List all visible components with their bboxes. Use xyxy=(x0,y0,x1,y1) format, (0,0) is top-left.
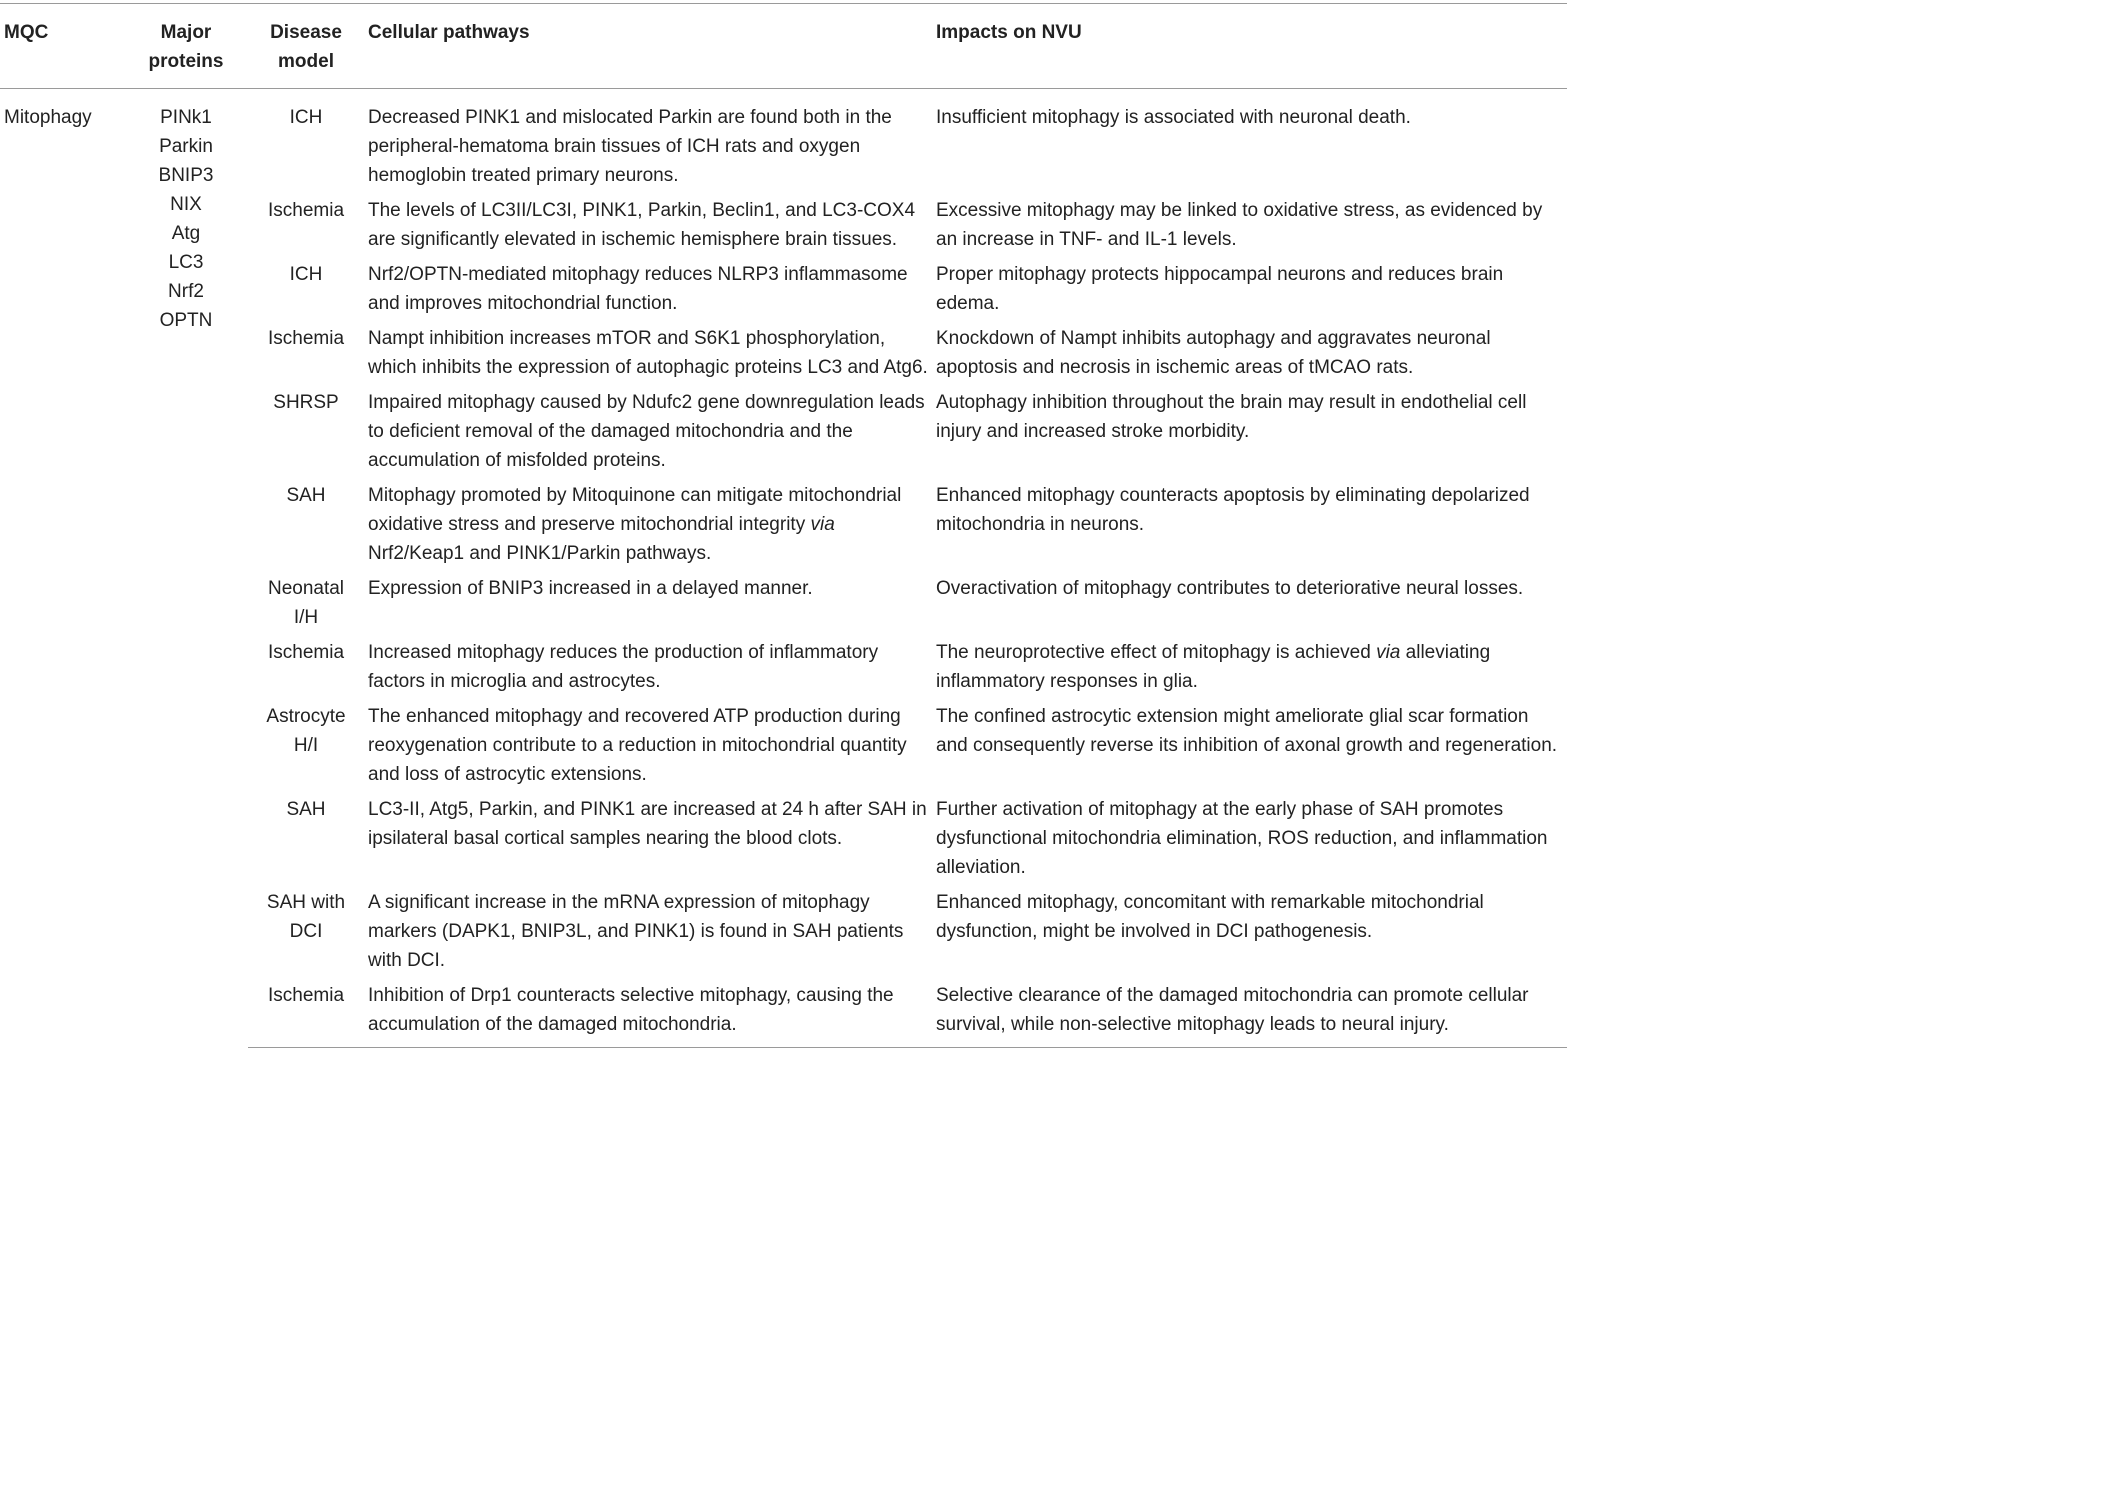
pathway-text: Nrf2/Keap1 and PINK1/Parkin pathways. xyxy=(368,543,712,564)
disease-model-cell: Ischemia xyxy=(267,200,345,221)
impact-text: The neuroprotective effect of mitophagy is achieved xyxy=(936,642,1377,663)
header-major-proteins: Major proteins xyxy=(124,4,248,89)
table-row xyxy=(0,89,1567,197)
pathway-cell: Expression of BNIP3 increased in a delayed manner. xyxy=(368,578,813,599)
impact-cell: The confined astrocytic extension might ameliorate glial scar formation and consequently reverse its inhibition of axonal growth and regeneration. xyxy=(936,706,1558,756)
pathway-text-italic: via xyxy=(810,514,835,535)
impact-cell xyxy=(932,638,1567,702)
impact-cell: Further activation of mitophagy at the early phase of SAH promotes dysfunctional mitochondria elimination, ROS reduction, and inflammation alleviation. xyxy=(936,799,1548,878)
header-impacts-on-nvu: Impacts on NVU xyxy=(932,4,1567,89)
impact-cell: Insufficient mitophagy is associated with neuronal death. xyxy=(936,107,1411,128)
header-row xyxy=(0,4,1567,89)
mqc-cell: Mitophagy xyxy=(4,107,92,128)
pathway-cell: Inhibition of Drp1 counteracts selective mitophagy, causing the accumulation of the damaged mitochondria. xyxy=(364,981,932,1048)
pathway-cell: LC3-II, Atg5, Parkin, and PINK1 are increased at 24 h after SAH in ipsilateral basal cortical samples nearing the blood clots. xyxy=(368,799,927,849)
impact-cell: Selective clearance of the damaged mitochondria can promote cellular survival, while non-selective mitophagy leads to neural injury. xyxy=(932,981,1567,1048)
disease-model-cell: SAH xyxy=(286,799,326,820)
protein-item: OPTN xyxy=(159,310,213,331)
disease-model-cell: SAH xyxy=(286,485,326,506)
protein-item: PINk1 xyxy=(160,107,212,128)
disease-model-cell: Ischemia xyxy=(267,642,345,663)
pathway-cell: The enhanced mitophagy and recovered ATP production during reoxygenation contribute to a reduction in mitochondrial quantity and loss of astrocytic extensions. xyxy=(368,706,907,785)
impact-cell: Enhanced mitophagy, concomitant with remarkable mitochondrial dysfunction, might be involved in DCI pathogenesis. xyxy=(936,892,1484,942)
pathway-cell: Decreased PINK1 and mislocated Parkin are found both in the peripheral-hematoma brain tissues of ICH rats and oxygen hemoglobin treated primary neurons. xyxy=(368,107,892,186)
disease-model-cell: SHRSP xyxy=(273,392,339,413)
disease-model-cell xyxy=(248,702,364,795)
protein-item: Nrf2 xyxy=(168,281,204,302)
disease-model-line: H/I xyxy=(293,735,319,756)
impact-cell: Enhanced mitophagy counteracts apoptosis by eliminating depolarized mitochondria in neurons. xyxy=(936,485,1530,535)
protein-item: BNIP3 xyxy=(158,165,214,186)
major-proteins-cell xyxy=(124,89,248,1048)
disease-model-cell: Ischemia xyxy=(267,328,345,349)
impact-text: alleviating inflammatory responses in glia. xyxy=(936,642,1491,692)
pathway-cell: Increased mitophagy reduces the production of inflammatory factors in microglia and astrocytes. xyxy=(368,642,879,692)
disease-model-line: Neonatal xyxy=(267,578,345,599)
disease-model-line: Astrocyte xyxy=(266,706,346,727)
impact-cell: Overactivation of mitophagy contributes to deteriorative neural losses. xyxy=(936,578,1524,599)
mitophagy-table xyxy=(0,3,1567,1048)
pathway-cell xyxy=(364,481,932,574)
protein-item: Parkin xyxy=(159,136,213,157)
impact-cell: Proper mitophagy protects hippocampal neurons and reduces brain edema. xyxy=(936,264,1504,314)
pathway-cell: A significant increase in the mRNA expression of mitophagy markers (DAPK1, BNIP3L, and PINK1) is found in SAH patients with DCI. xyxy=(368,892,904,971)
pathway-text: Mitophagy promoted by Mitoquinone can mitigate mitochondrial oxidative stress and preserve mitochondrial integrity xyxy=(368,485,902,535)
protein-item: LC3 xyxy=(168,252,204,273)
header-cellular-pathways: Cellular pathways xyxy=(364,4,932,89)
header-disease-model: Disease model xyxy=(248,4,364,89)
impact-text-italic: via xyxy=(1376,642,1401,663)
protein-item: Atg xyxy=(171,223,201,244)
disease-model-cell xyxy=(248,574,364,638)
disease-model-cell: Ischemia xyxy=(248,981,364,1048)
header-mqc: MQC xyxy=(0,4,124,89)
disease-model-line: SAH with xyxy=(266,892,346,913)
impact-cell: Excessive mitophagy may be linked to oxidative stress, as evidenced by an increase in TNF- and IL-1 levels. xyxy=(936,200,1543,250)
pathway-cell: Nrf2/OPTN-mediated mitophagy reduces NLRP3 inflammasome and improves mitochondrial function. xyxy=(368,264,908,314)
disease-model-cell: ICH xyxy=(289,264,323,285)
pathway-cell: Impaired mitophagy caused by Ndufc2 gene downregulation leads to deficient removal of the damaged mitochondria and the accumulation of misfolded proteins. xyxy=(368,392,925,471)
protein-item: NIX xyxy=(170,194,202,215)
impact-cell: Knockdown of Nampt inhibits autophagy and aggravates neuronal apoptosis and necrosis in ischemic areas of tMCAO rats. xyxy=(936,328,1491,378)
disease-model-cell: ICH xyxy=(289,107,323,128)
pathway-cell: Nampt inhibition increases mTOR and S6K1 phosphorylation, which inhibits the expression of autophagic proteins LC3 and Atg6. xyxy=(368,328,928,378)
pathway-cell: The levels of LC3II/LC3I, PINK1, Parkin, Beclin1, and LC3-COX4 are significantly elevated in ischemic hemisphere brain tissues. xyxy=(368,200,916,250)
disease-model-line: DCI xyxy=(289,921,323,942)
disease-model-line: I/H xyxy=(293,607,319,628)
impact-cell: Autophagy inhibition throughout the brain may result in endothelial cell injury and increased stroke morbidity. xyxy=(936,392,1527,442)
disease-model-cell xyxy=(248,888,364,981)
